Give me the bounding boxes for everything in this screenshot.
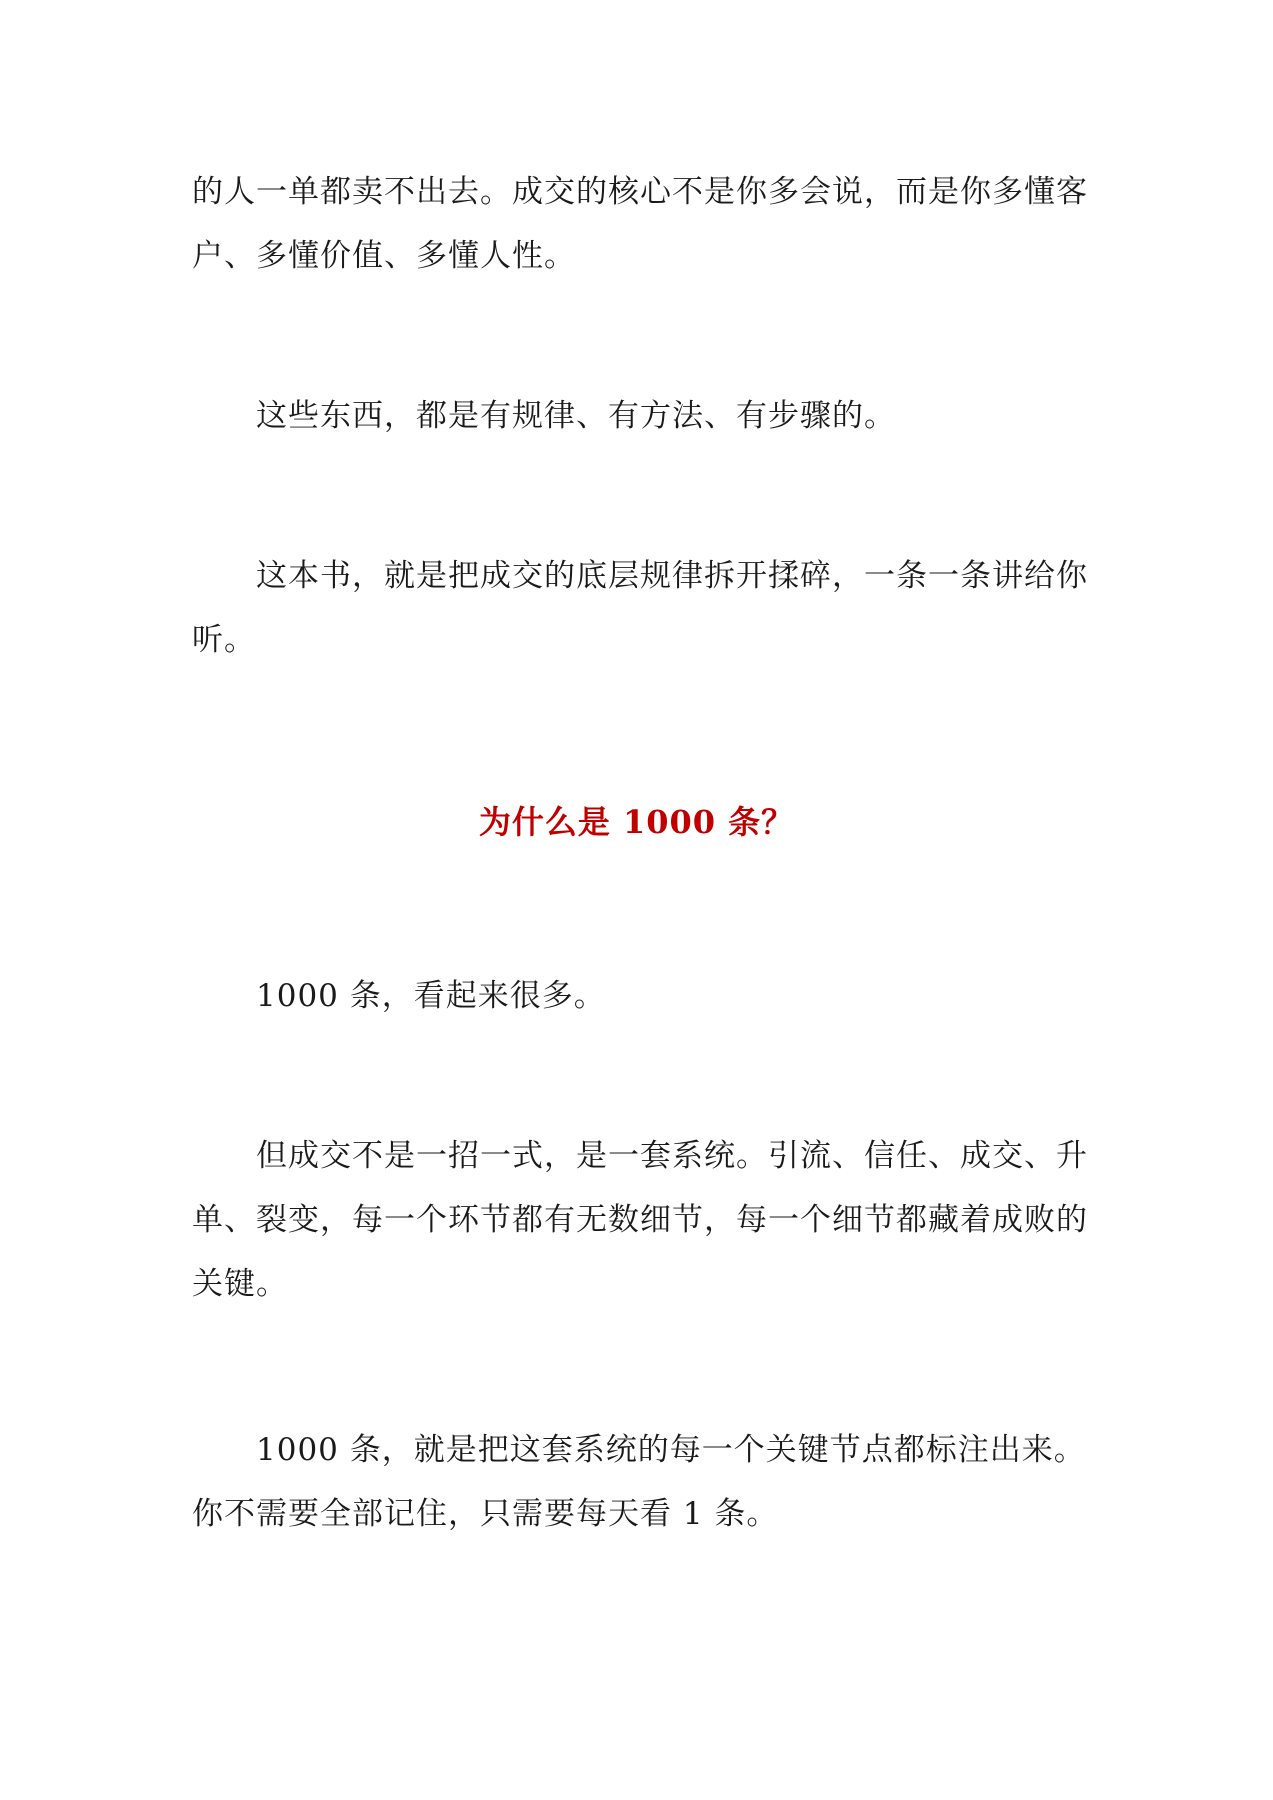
- section-heading: 为什么是 1000 条？: [478, 803, 795, 841]
- paragraph-5-line-2: 单、裂变，每一个环节都有无数细节，每一个细节都藏着成败的: [192, 1202, 1088, 1238]
- paragraph-5-line-3: 关键。: [192, 1266, 288, 1302]
- paragraph-3-line-1: 这本书，就是把成交的底层规律拆开揉碎，一条一条讲给你: [256, 558, 1088, 594]
- paragraph-3-line-2: 听。: [192, 622, 256, 658]
- paragraph-1-line-1: 的人一单都卖不出去。成交的核心不是你多会说，而是你多懂客: [192, 174, 1088, 210]
- paragraph-4-line-1: 1000 条，看起来很多。: [256, 978, 606, 1014]
- paragraph-1-line-2: 户、多懂价值、多懂人性。: [192, 238, 576, 274]
- paragraph-6-line-2: 你不需要全部记住，只需要每天看 1 条。: [192, 1496, 779, 1532]
- paragraph-2-line-1: 这些东西，都是有规律、有方法、有步骤的。: [256, 398, 896, 434]
- paragraph-5-line-1: 但成交不是一招一式，是一套系统。引流、信任、成交、升: [256, 1138, 1088, 1174]
- paragraph-6-line-1: 1000 条，就是把这套系统的每一个关键节点都标注出来。: [256, 1432, 1086, 1468]
